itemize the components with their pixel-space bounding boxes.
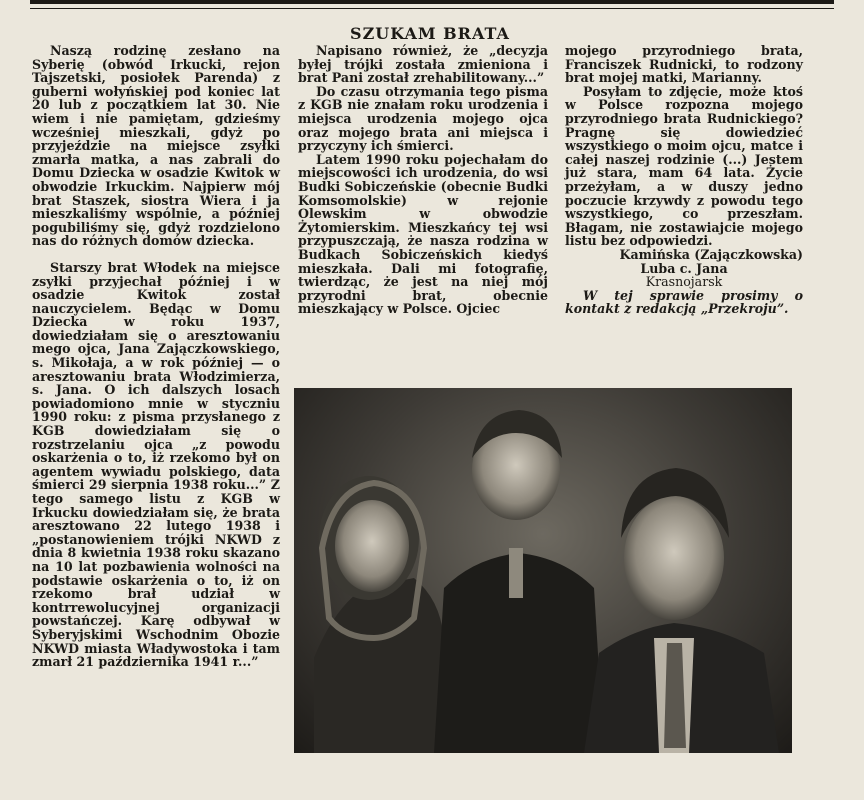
col1-paragraph-2: Starszy brat Włodek na miejsce zsyłki przyjechał później i w osadzie Kwitok został nauczycielem. Będąc w Domu Dziecka w roku 1937, dowiedziałam się o aresztowaniu mego ojca, Jana Zajączkowskiego, s. Mikołaja, a w rok później — o aresztowaniu brata Włodzimierza, s. Jana. O ich dalszych losach powiadomiono mnie w styczniu 1990 roku: z pisma przysłanego z KGB dowiedziałam się o rozstrzelaniu ojca „z powodu oskarżenia o to, iż rzekomo był on agentem wywiadu polskiego, data śmierci 29 sierpnia 1938 roku...” Z tego samego listu z KGB w Irkucku dowiedziałam się, że brata aresztowano 22 lutego 1938 i „postanowieniem trójki NKWD z dnia 8 kwietnia 1938 roku skazano na 10 lat pozbawienia wolności na podstawie oskarżenia o to, iż on rzekomo brał udział w kontrrewolucyjnej organizacji powstańczej. Karę odbywał w Syberyjskimi Wschodnim Obozie NKWD miasta Władywostoka i tam zmarł 21 października 1941 r...”: [32, 259, 280, 670]
col3-paragraph-2: Posyłam to zdjęcie, może ktoś w Polsce rozpozna mojego przyrodniego brata Rudnickiego? Pragnę się dowiedzieć wszystkiego o moim ojcu, matce i całej naszej rodzinie (...) Jestem już stara, mam 64 lata. Życie przeżyłam, a w duszy jedno poczucie krzywdy z powodu tego wszystkiego, co przeszłam. Błagam, nie zostawiajcie mojego listu bez odpowiedzi.: [565, 83, 803, 249]
signature-name-2: Luba c. Jana: [640, 260, 728, 276]
col2-paragraph-3: Latem 1990 roku pojechałam do miejscowości ich urodzenia, do wsi Budki Sobiczeńskie (obecnie Budki Komsomolskie) w rejonie Olewskim w obwodzie Żytomierskim. Mieszkańcy tej wsi przypuszczają, że nasza rodzina w Budkach Sobiczeńskich kiedyś mieszkała. Dali mi fotografię, twierdząc, że jest na niej mój przyrodni brat, obecnie mieszkający w Polsce. Ojciec: [298, 151, 548, 317]
col3-paragraph-1: mojego przyrodniego brata, Franciszek Rudnicki, to rodzony brat mojej matki, Marianny.: [565, 43, 803, 86]
photo-icon: [294, 388, 792, 753]
article-title: SZUKAM BRATA: [350, 24, 510, 43]
signature-name: Kamińska (Zajączkowska): [619, 246, 803, 262]
top-rule-thin: [30, 8, 834, 9]
column-2: [298, 44, 548, 316]
column-3: [565, 44, 803, 316]
signature-place: Krasnojarsk: [645, 274, 723, 290]
col2-paragraph-1: Napisano również, że „decyzja byłej trójki została zmieniona i brat Pani został zrehabilitowany...”: [298, 43, 548, 86]
col1-paragraph-1: Naszą rodzinę zesłano na Syberię (obwód Irkucki, rejon Tajszetski, posiołek Parenda) z guberni wołyńskiej pod koniec lat 20 lub z początkiem lat 30. Nie wiem i nie pamiętam, gdzieśmy wcześniej mieszkali, gdyż po przyjeździe na miejsce zsyłki zmarła matka, a nas zabrali do Domu Dziecka w osadzie Kwitok w obwodzie Irkuckim. Najpierw mój brat Staszek, siostra Wiera i ja mieszkaliśmy wspólnie, a później pogubiliśmy się, gdyż rozdzielono nas do różnych domów dziecka.: [32, 43, 280, 249]
column-1: [32, 44, 280, 669]
family-portrait-photo: [294, 388, 792, 753]
col2-paragraph-2: Do czasu otrzymania tego pisma z KGB nie znałam roku urodzenia i miejsca urodzenia mojego ojca oraz mojego brata ani miejsca i przyczyny ich śmierci.: [298, 83, 548, 154]
top-rule: [30, 0, 834, 4]
editorial-appeal: W tej sprawie prosimy o kontakt z redakcją „Przekroju”.: [565, 287, 803, 317]
